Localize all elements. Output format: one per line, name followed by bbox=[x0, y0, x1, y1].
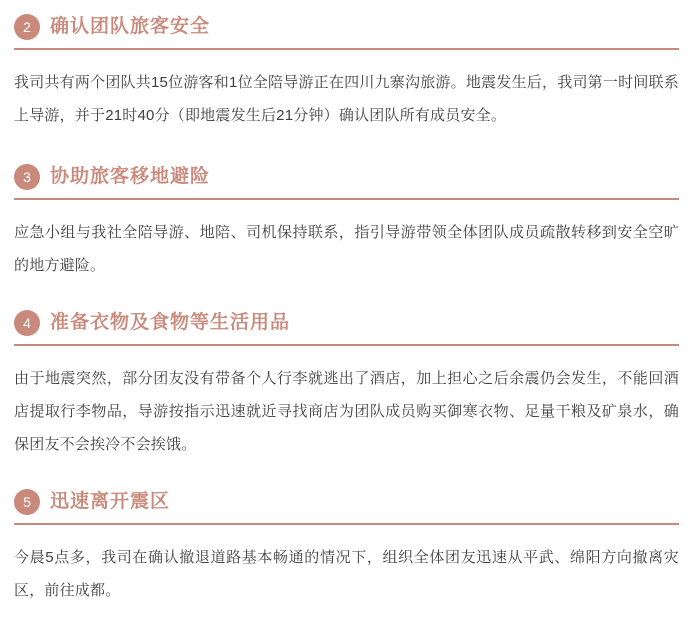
section-5-body: 今晨5点多，我司在确认撤退道路基本畅通的情况下，组织全体团友迅速从平武、绵阳方向撤离灾区，前往成都。 bbox=[14, 549, 679, 599]
section-5-number-badge: 5 bbox=[14, 489, 40, 515]
section-4-title: 准备衣物及食物等生活用品 bbox=[50, 312, 291, 333]
section-2-header bbox=[14, 0, 679, 50]
section-4-header bbox=[14, 290, 679, 346]
section-5 bbox=[14, 469, 679, 607]
section-2-body: 我司共有两个团队共15位游客和1位全陪导游正在四川九寨沟旅游。地震发生后，我司第一时间联系上导游，并于21时40分（即地震发生后21分钟）确认团队所有成员安全。 bbox=[14, 74, 679, 124]
section-3-number-badge: 3 bbox=[14, 164, 40, 190]
section-4 bbox=[14, 290, 679, 469]
section-5-title: 迅速离开震区 bbox=[50, 491, 171, 512]
section-3 bbox=[14, 146, 679, 290]
section-2 bbox=[14, 0, 679, 146]
section-5-header bbox=[14, 469, 679, 525]
section-4-body: 由于地震突然，部分团友没有带备个人行李就逃出了酒店，加上担心之后余震仍会发生，不能回酒店提取行李物品，导游按指示迅速就近寻找商店为团队成员购买御寒衣物、足量干粮及矿泉水，确保团友不会挨冷不会挨饿。 bbox=[14, 370, 679, 453]
section-3-title: 协助旅客移地避险 bbox=[50, 166, 211, 187]
section-3-body: 应急小组与我社全陪导游、地陪、司机保持联系，指引导游带领全体团队成员疏散转移到安全空旷的地方避险。 bbox=[14, 224, 679, 274]
section-2-number-badge: 2 bbox=[14, 14, 40, 40]
section-3-header bbox=[14, 146, 679, 200]
section-4-number-badge: 4 bbox=[14, 310, 40, 336]
section-2-title: 确认团队旅客安全 bbox=[50, 16, 211, 37]
